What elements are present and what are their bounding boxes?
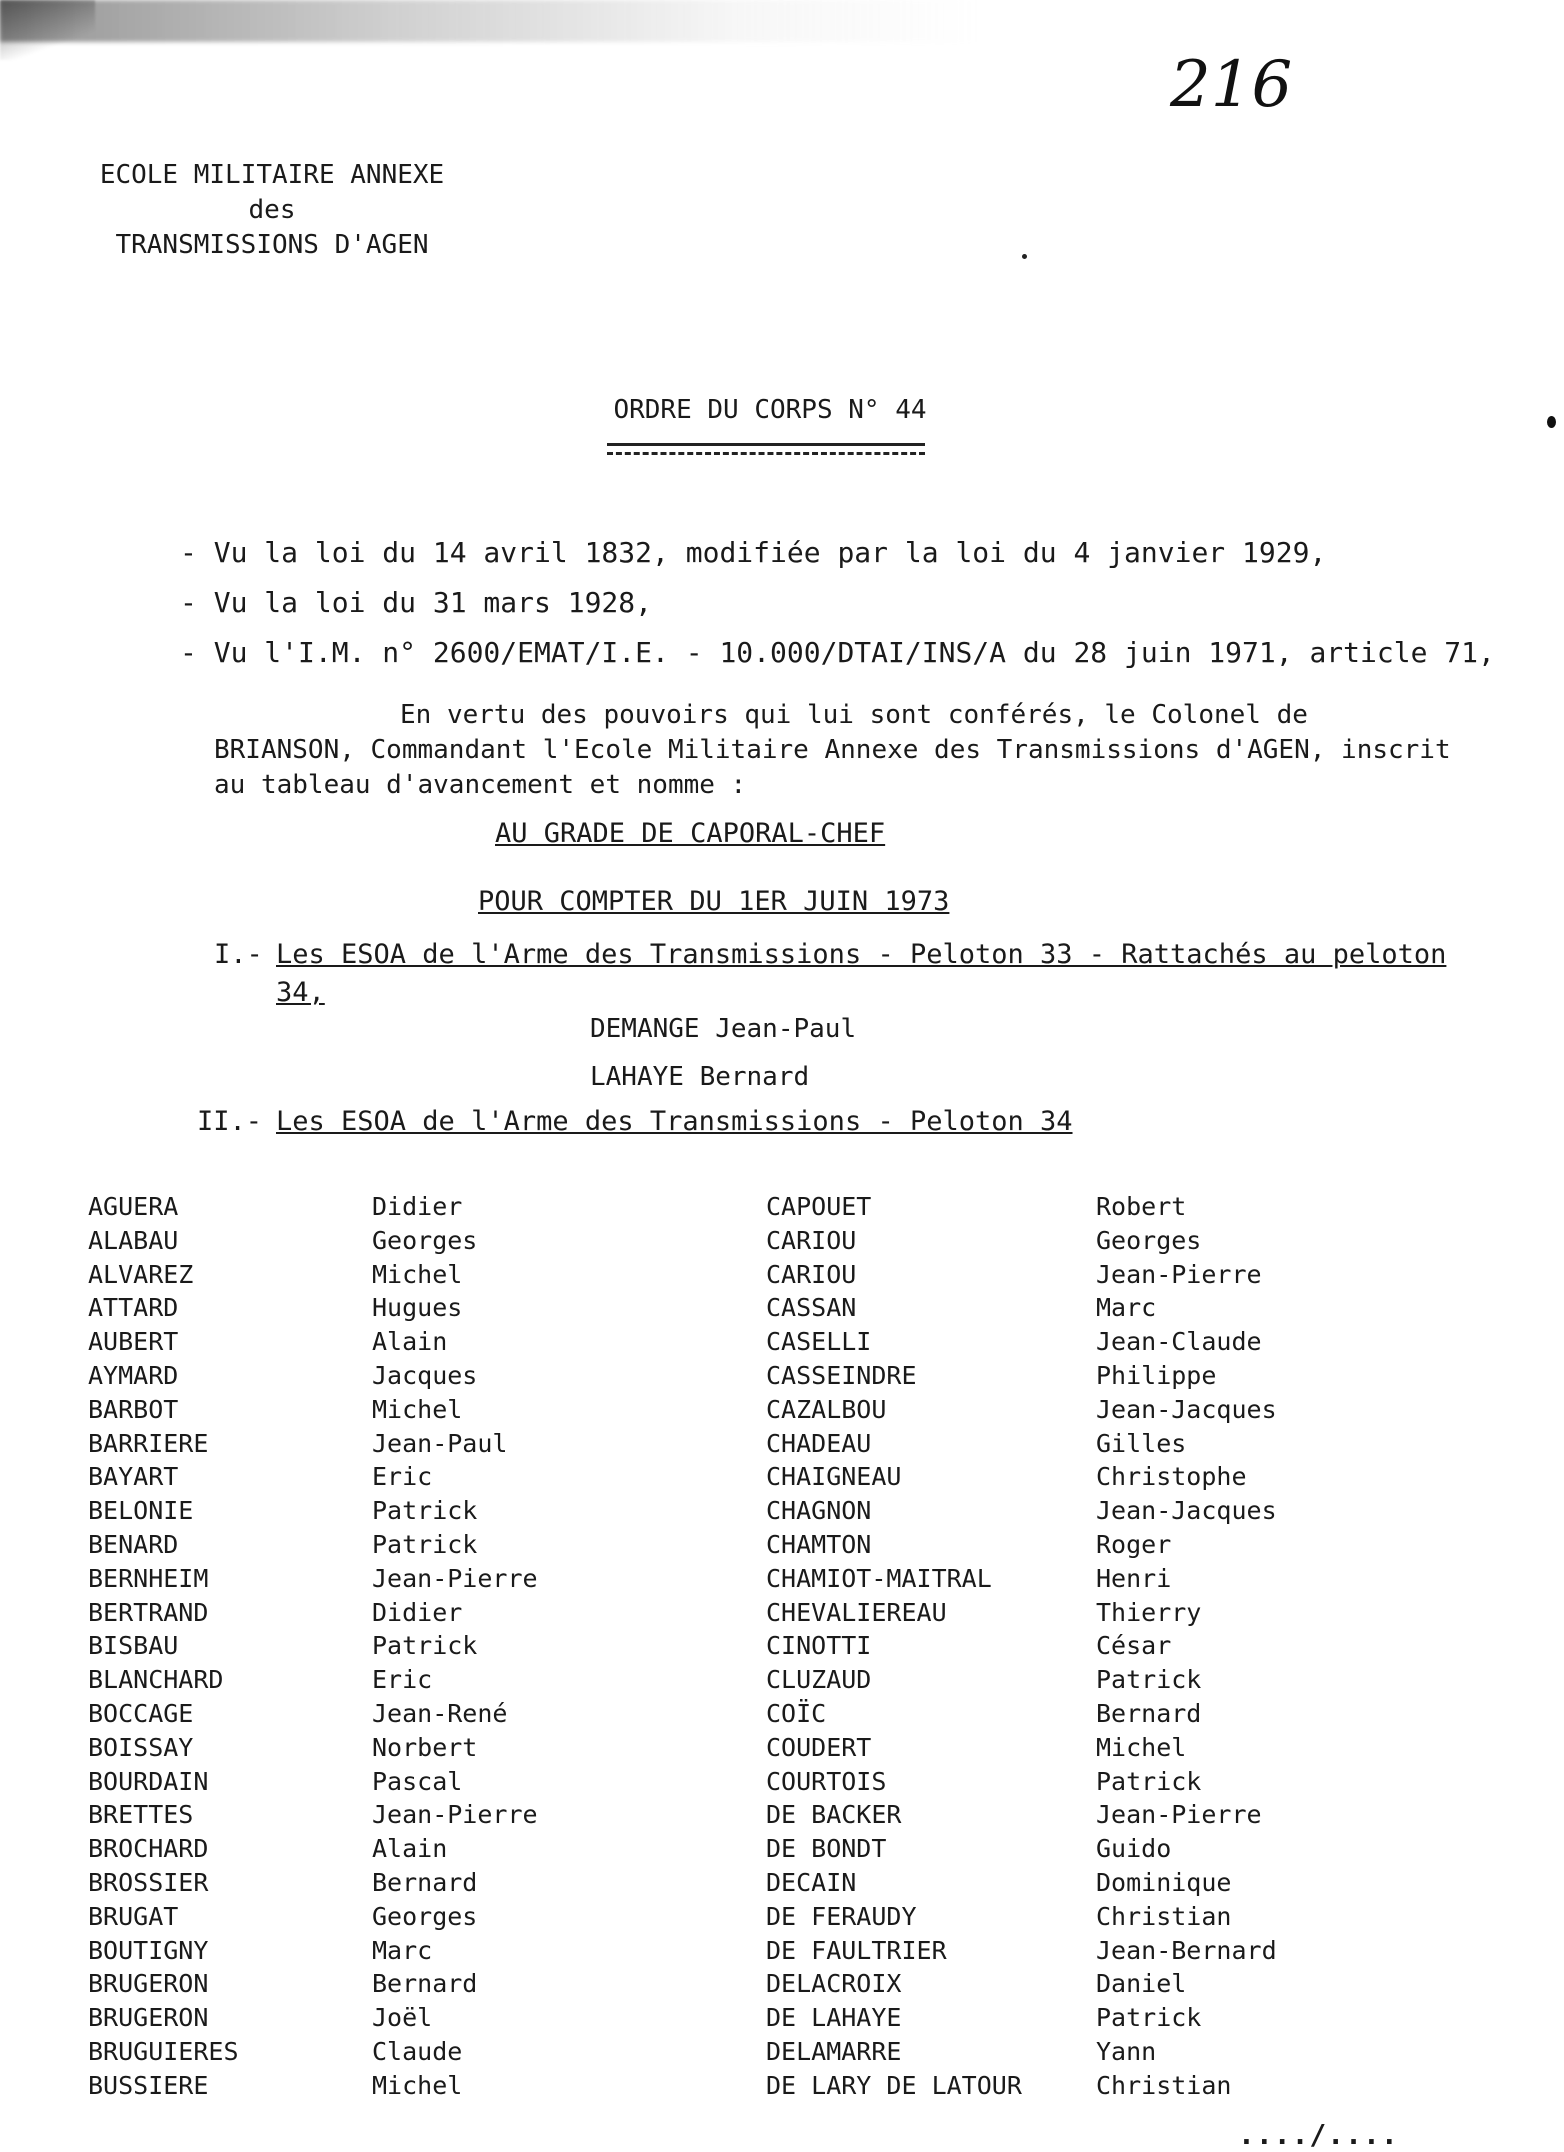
roster-surname: AGUERA <box>88 1192 179 1221</box>
roster-surname: DE BACKER <box>766 1800 902 1830</box>
roster-surname: BOUTIGNY <box>88 1935 209 1965</box>
roster-surname: BRUGAT <box>88 1901 179 1931</box>
roster-surname: COURTOIS <box>766 1766 887 1796</box>
roster-first-name: Alain <box>372 1327 448 1357</box>
roster-row <box>88 1327 1488 1361</box>
roster-row <box>88 2003 1488 2037</box>
roster-surname: CAZALBOU <box>766 1394 887 1424</box>
roster-surname: BOISSAY <box>88 1732 194 1762</box>
roster-first-name: Henri <box>1096 1563 1172 1593</box>
roster-surname: DE BONDT <box>766 1834 887 1864</box>
roster-row <box>88 1462 1488 1496</box>
roster-surname: BENARD <box>88 1529 179 1559</box>
grade-heading: AU GRADE DE CAPORAL-CHEF <box>495 818 886 849</box>
roster-first-name: Didier <box>372 1192 463 1221</box>
roster-row <box>88 1293 1488 1327</box>
roster-first-name: Christian <box>1096 2070 1232 2100</box>
roster-first-name: Pascal <box>372 1766 463 1796</box>
roster-first-name: Jean-René <box>372 1698 508 1728</box>
scan-artifact-corner <box>0 0 95 60</box>
roster-first-name: Thierry <box>1096 1597 1202 1627</box>
roster-surname: DE LARY DE LATOUR <box>766 2070 1022 2100</box>
roster-first-name: Didier <box>372 1597 463 1627</box>
roster-first-name: Jean-Jacques <box>1096 1394 1277 1424</box>
scan-speck <box>1022 254 1027 259</box>
roster-first-name: Michel <box>372 2070 463 2100</box>
scan-artifact-smudge <box>0 0 980 42</box>
roster-first-name: Patrick <box>1096 1665 1202 1695</box>
roster-surname: BOURDAIN <box>88 1766 209 1796</box>
title-underline <box>607 443 925 455</box>
roster-first-name: Dominique <box>1096 1867 1232 1897</box>
roster-first-name: Patrick <box>372 1496 478 1526</box>
roster-first-name: Patrick <box>1096 2003 1202 2033</box>
roster-first-name: Michel <box>1096 1732 1187 1762</box>
roster-surname: CAPOUET <box>766 1192 872 1221</box>
roster-surname: CHEVALIEREAU <box>766 1597 947 1627</box>
roster-first-name: Christophe <box>1096 1462 1247 1492</box>
roster-surname: AYMARD <box>88 1360 179 1390</box>
roster-surname: BLANCHARD <box>88 1665 224 1695</box>
roster-first-name: Eric <box>372 1462 433 1492</box>
roster-surname: BRUGUIERES <box>88 2036 239 2066</box>
roster-first-name: Guido <box>1096 1834 1172 1864</box>
roster-surname: COUDERT <box>766 1732 872 1762</box>
roster-row <box>88 1361 1488 1395</box>
roster-surname: BRUGERON <box>88 1969 209 1999</box>
roster-surname: CHAMTON <box>766 1529 872 1559</box>
decree-paragraph <box>214 698 1484 803</box>
roster-first-name: Norbert <box>372 1732 478 1762</box>
roster-row <box>88 1631 1488 1665</box>
roster-first-name: Daniel <box>1096 1969 1187 1999</box>
paragraph-line: au tableau d'avancement et nomme : <box>214 770 747 800</box>
roster-row <box>88 1564 1488 1598</box>
section-number: I.- <box>214 939 263 970</box>
roster-first-name: Jean-Pierre <box>1096 1259 1262 1289</box>
roster-surname: CASSAN <box>766 1293 857 1323</box>
roster-surname: BERNHEIM <box>88 1563 209 1593</box>
roster-surname: CHAMIOT-MAITRAL <box>766 1563 992 1593</box>
roster-row <box>88 1800 1488 1834</box>
roster-surname: CARIOU <box>766 1225 857 1255</box>
roster-first-name: Jean-Pierre <box>372 1563 538 1593</box>
roster-surname: BOCCAGE <box>88 1698 194 1728</box>
roster-first-name: Christian <box>1096 1901 1232 1931</box>
roster-first-name: Patrick <box>1096 1766 1202 1796</box>
roster-first-name: Gilles <box>1096 1428 1187 1458</box>
roster-surname: CHAIGNEAU <box>766 1462 902 1492</box>
roster-row <box>88 1902 1488 1936</box>
roster-row <box>88 1969 1488 2003</box>
roster-surname: BELONIE <box>88 1496 194 1526</box>
header-line-3: TRANSMISSIONS D'AGEN <box>115 230 429 260</box>
section-title-continued: 34, <box>276 977 325 1008</box>
section-two <box>197 1106 1467 1137</box>
roster-surname: DELAMARRE <box>766 2036 902 2066</box>
roster-first-name: Jacques <box>372 1360 478 1390</box>
roster-first-name: Georges <box>372 1901 478 1931</box>
roster-surname: ALABAU <box>88 1225 179 1255</box>
roster-surname: DE LAHAYE <box>766 2003 902 2033</box>
roster-surname: BARBOT <box>88 1394 179 1424</box>
section-one <box>214 936 1484 1012</box>
roster-first-name: Jean-Pierre <box>1096 1800 1262 1830</box>
consideration-item: - Vu l'I.M. n° 2600/EMAT/I.E. - 10.000/DTAI/INS/A du 28 juin 1971, article 71, <box>180 636 1495 669</box>
roster-row <box>88 2071 1488 2105</box>
roster-first-name: Jean-Bernard <box>1096 1935 1277 1965</box>
roster-surname: CASELLI <box>766 1327 872 1357</box>
roster-row <box>88 1260 1488 1294</box>
roster-row <box>88 1496 1488 1530</box>
roster-row <box>88 1868 1488 1902</box>
roster-first-name: Michel <box>372 1259 463 1289</box>
margin-ink-dot <box>1547 416 1556 428</box>
roster-row <box>88 1226 1488 1260</box>
roster-surname: BROCHARD <box>88 1834 209 1864</box>
roster-surname: DE FAULTRIER <box>766 1935 947 1965</box>
paragraph-line: BRIANSON, Commandant l'Ecole Militaire Annexe des Transmissions d'AGEN, inscrit <box>214 735 1451 765</box>
roster-surname: CARIOU <box>766 1259 857 1289</box>
roster-surname: CINOTTI <box>766 1631 872 1661</box>
roster-surname: ATTARD <box>88 1293 179 1323</box>
consideration-item: - Vu la loi du 31 mars 1928, <box>180 586 653 619</box>
roster-row <box>88 1429 1488 1463</box>
section-one-persons <box>590 1005 856 1101</box>
roster-surname: AUBERT <box>88 1327 179 1357</box>
roster-first-name: Bernard <box>372 1867 478 1897</box>
roster-surname: CHADEAU <box>766 1428 872 1458</box>
roster-first-name: Marc <box>372 1935 433 1965</box>
roster-first-name: Michel <box>372 1394 463 1424</box>
roster-first-name: Hugues <box>372 1293 463 1323</box>
roster-first-name: Joël <box>372 2003 433 2033</box>
header-line-2: des <box>248 195 296 225</box>
roster-first-name: Bernard <box>1096 1698 1202 1728</box>
roster-surname: COÏC <box>766 1698 827 1728</box>
roster-table <box>88 1192 1488 2105</box>
section-title: Les ESOA de l'Arme des Transmissions - Peloton 34 <box>276 1106 1073 1137</box>
roster-first-name: Jean-Jacques <box>1096 1496 1277 1526</box>
roster-row <box>88 1395 1488 1429</box>
roster-surname: BERTRAND <box>88 1597 209 1627</box>
roster-surname: BISBAU <box>88 1631 179 1661</box>
roster-row <box>88 1530 1488 1564</box>
roster-surname: CHAGNON <box>766 1496 872 1526</box>
roster-first-name: Eric <box>372 1665 433 1695</box>
header-line-1: ECOLE MILITAIRE ANNEXE <box>99 160 445 190</box>
roster-surname: CASSEINDRE <box>766 1360 917 1390</box>
person-name: LAHAYE Bernard <box>590 1062 810 1092</box>
roster-first-name: Georges <box>372 1225 478 1255</box>
document-title: ORDRE DU CORPS N° 44 <box>613 395 927 425</box>
roster-surname: BROSSIER <box>88 1867 209 1897</box>
section-number: II.- <box>197 1106 263 1137</box>
institution-header <box>82 158 462 263</box>
roster-first-name: Jean-Paul <box>372 1428 508 1458</box>
roster-first-name: Patrick <box>372 1631 478 1661</box>
roster-surname: BRUGERON <box>88 2003 209 2033</box>
roster-first-name: Jean-Pierre <box>372 1800 538 1830</box>
roster-surname: BUSSIERE <box>88 2070 209 2100</box>
roster-first-name: Jean-Claude <box>1096 1327 1262 1357</box>
section-title: Les ESOA de l'Arme des Transmissions - Peloton 33 - Rattachés au peloton <box>276 939 1447 970</box>
roster-first-name: Claude <box>372 2036 463 2066</box>
roster-row <box>88 1192 1488 1226</box>
roster-first-name: Robert <box>1096 1192 1187 1221</box>
roster-row <box>88 1699 1488 1733</box>
roster-row <box>88 2037 1488 2071</box>
roster-first-name: César <box>1096 1631 1172 1661</box>
roster-first-name: Patrick <box>372 1529 478 1559</box>
roster-row <box>88 1598 1488 1632</box>
roster-first-name: Yann <box>1096 2036 1157 2066</box>
roster-surname: DE FERAUDY <box>766 1901 917 1931</box>
roster-first-name: Philippe <box>1096 1360 1217 1390</box>
roster-surname: BRETTES <box>88 1800 194 1830</box>
roster-row <box>88 1665 1488 1699</box>
person-name: DEMANGE Jean-Paul <box>590 1014 857 1044</box>
roster-surname: DELACROIX <box>766 1969 902 1999</box>
continuation-mark: ..../.... <box>1238 2118 1399 2151</box>
roster-first-name: Bernard <box>372 1969 478 1999</box>
roster-surname: CLUZAUD <box>766 1665 872 1695</box>
roster-row <box>88 1936 1488 1970</box>
roster-row <box>88 1733 1488 1767</box>
roster-first-name: Georges <box>1096 1225 1202 1255</box>
considerations-list <box>180 528 1495 678</box>
consideration-item: - Vu la loi du 14 avril 1832, modifiée par la loi du 4 janvier 1929, <box>180 536 1327 569</box>
roster-surname: BAYART <box>88 1462 179 1492</box>
handwritten-page-number: 216 <box>1170 48 1293 122</box>
paragraph-line: En vertu des pouvoirs qui lui sont conférés, le Colonel de <box>400 700 1308 730</box>
roster-first-name: Marc <box>1096 1293 1157 1323</box>
roster-surname: DECAIN <box>766 1867 857 1897</box>
roster-first-name: Alain <box>372 1834 448 1864</box>
roster-surname: ALVAREZ <box>88 1259 194 1289</box>
roster-first-name: Roger <box>1096 1529 1172 1559</box>
roster-surname: BARRIERE <box>88 1428 209 1458</box>
effective-date-heading: POUR COMPTER DU 1ER JUIN 1973 <box>478 886 950 917</box>
roster-row <box>88 1767 1488 1801</box>
roster-row <box>88 1834 1488 1868</box>
